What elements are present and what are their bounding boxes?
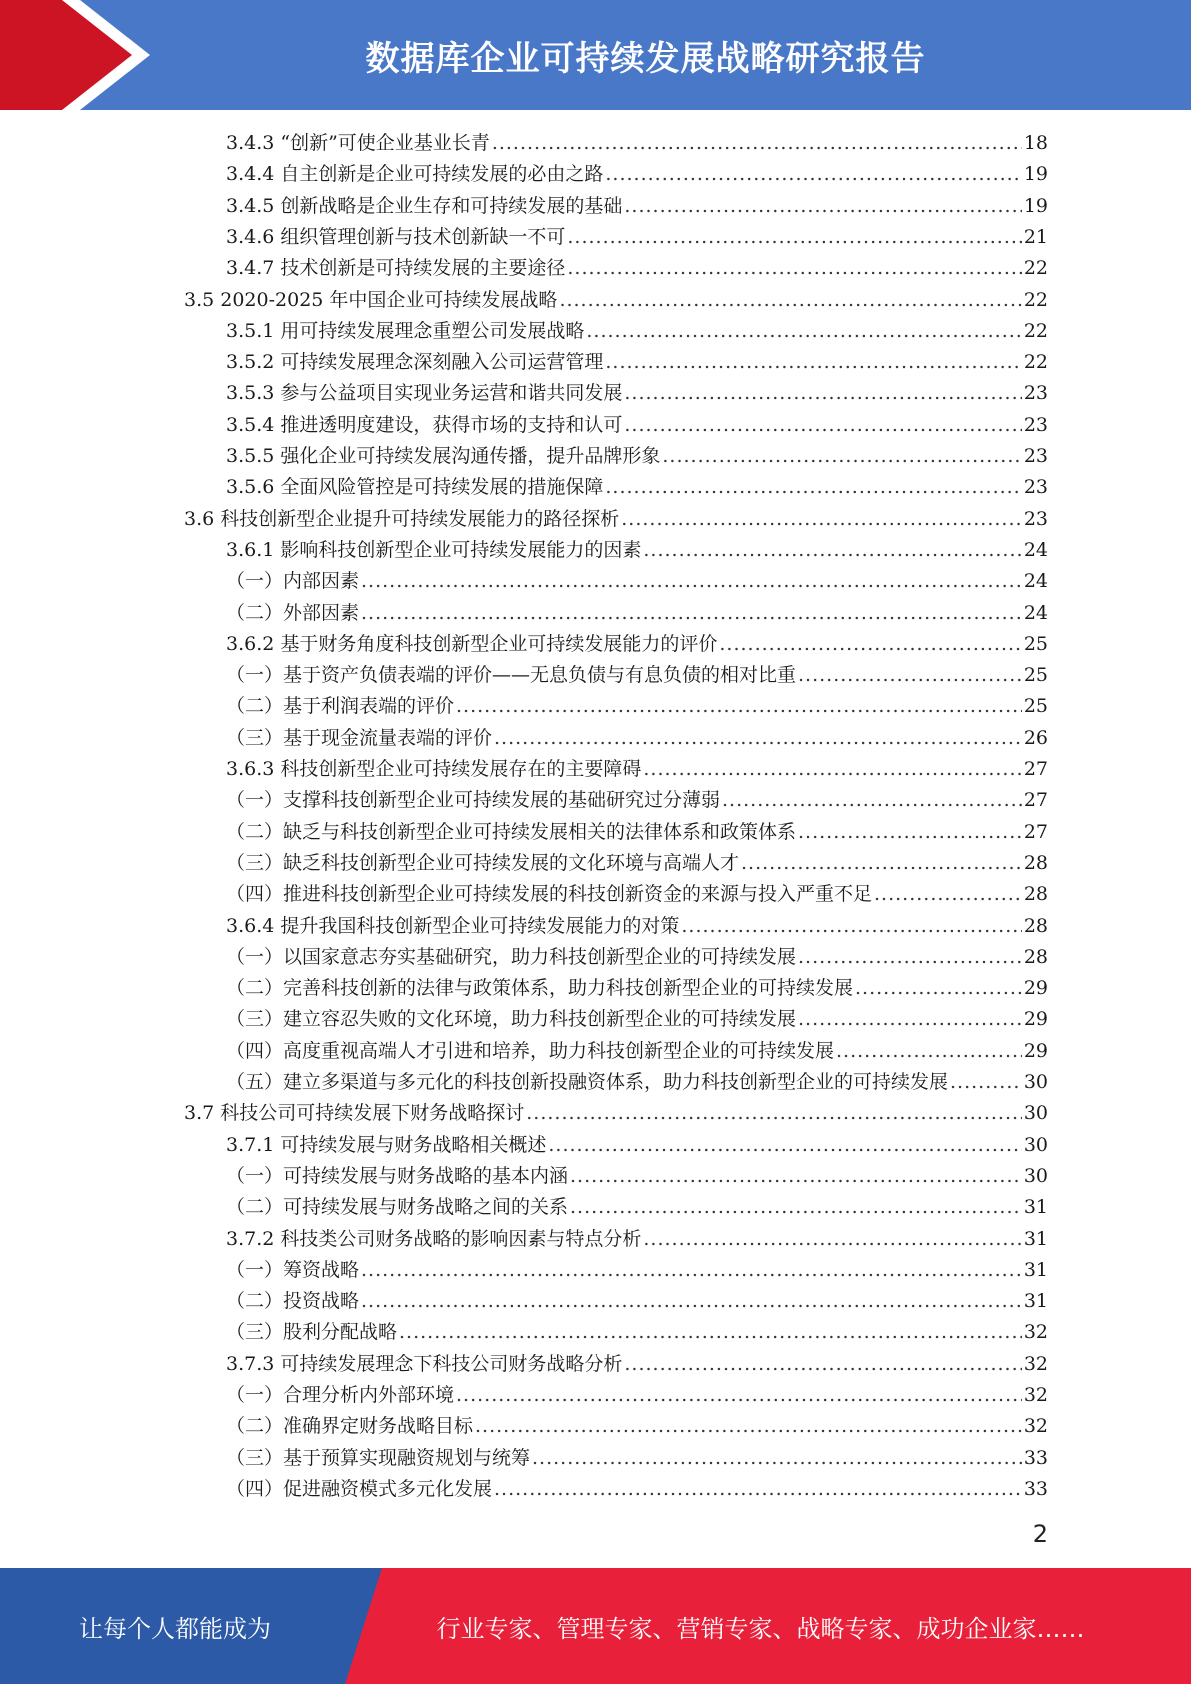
toc-dot-leader bbox=[798, 1004, 1022, 1035]
toc-entry-page: 26 bbox=[1023, 726, 1048, 749]
toc-entry-title: （二）投资战略 bbox=[226, 1290, 360, 1313]
toc-entry[interactable] bbox=[226, 754, 1048, 785]
toc-entry-title: 3.4.7 技术创新是可持续发展的主要途径 bbox=[226, 257, 566, 280]
toc-dot-leader bbox=[567, 222, 1021, 253]
toc-entry-title: （一）合理分析内外部环境 bbox=[226, 1384, 455, 1406]
toc-entry-page: 30 bbox=[1023, 1164, 1048, 1187]
toc-entry-title: （五）建立多渠道与多元化的科技创新投融资体系，助力科技创新型企业的可持续发展 bbox=[226, 1071, 949, 1093]
toc-entry[interactable] bbox=[226, 691, 1048, 722]
toc-dot-leader bbox=[798, 817, 1022, 848]
toc-entry[interactable] bbox=[184, 504, 1048, 535]
toc-dot-leader bbox=[494, 723, 1022, 754]
toc-entry[interactable] bbox=[226, 942, 1048, 973]
toc-dot-leader bbox=[798, 942, 1022, 973]
toc-entry-title: 3.4.5 创新战略是企业生存和可持续发展的基础 bbox=[226, 194, 623, 217]
toc-entry-page: 21 bbox=[1023, 225, 1048, 248]
footer-slogan-left: 让每个人都能成为 bbox=[79, 1614, 271, 1643]
toc-entry-title: （一）筹资战略 bbox=[226, 1258, 360, 1281]
toc-entry-page: 29 bbox=[1023, 977, 1048, 1000]
toc-entry[interactable] bbox=[226, 1286, 1048, 1317]
toc-entry-title: （二）基于利润表端的评价 bbox=[226, 695, 455, 718]
toc-entry[interactable] bbox=[226, 253, 1048, 284]
toc-dot-leader bbox=[361, 566, 1022, 597]
toc-entry-page: 23 bbox=[1023, 476, 1048, 499]
toc-entry-title: 3.7.2 科技类公司财务战略的影响因素与特点分析 bbox=[226, 1227, 642, 1250]
toc-entry-page: 25 bbox=[1023, 695, 1048, 718]
toc-entry-title: 3.6.1 影响科技创新型企业可持续发展能力的因素 bbox=[226, 538, 642, 561]
toc-entry-page: 28 bbox=[1023, 851, 1048, 874]
toc-dot-leader bbox=[719, 629, 1021, 660]
toc-entry-title: 3.6.4 提升我国科技创新型企业可持续发展能力的对策 bbox=[226, 914, 680, 937]
toc-entry[interactable] bbox=[226, 879, 1048, 910]
toc-entry[interactable] bbox=[226, 973, 1048, 1004]
toc-entry[interactable] bbox=[226, 1443, 1048, 1474]
toc-dot-leader bbox=[605, 472, 1021, 503]
toc-entry-page: 32 bbox=[1023, 1415, 1048, 1438]
toc-entry[interactable] bbox=[226, 1036, 1048, 1067]
toc-dot-leader bbox=[399, 1317, 1022, 1348]
toc-entry-page: 24 bbox=[1023, 601, 1048, 624]
toc-entry-page: 29 bbox=[1023, 1008, 1048, 1031]
toc-dot-leader bbox=[361, 1286, 1022, 1317]
toc-dot-leader bbox=[624, 378, 1021, 409]
toc-entry[interactable] bbox=[226, 1349, 1048, 1380]
toc-entry-page: 30 bbox=[1023, 1071, 1048, 1093]
toc-entry-title: （二）外部因素 bbox=[226, 601, 360, 624]
toc-entry-page: 23 bbox=[1023, 413, 1048, 436]
toc-dot-leader bbox=[559, 285, 1021, 316]
header-arrow-icon bbox=[0, 0, 160, 110]
toc-entry-title: 3.5.6 全面风险管控是可持续发展的措施保障 bbox=[226, 476, 604, 499]
toc-dot-leader bbox=[643, 754, 1021, 785]
toc-entry[interactable] bbox=[226, 1380, 1048, 1411]
toc-entry-page: 22 bbox=[1023, 288, 1048, 311]
toc-entry[interactable] bbox=[226, 1474, 1048, 1505]
toc-entry[interactable] bbox=[226, 598, 1048, 629]
toc-dot-leader bbox=[624, 191, 1021, 222]
page-footer bbox=[0, 1568, 1191, 1684]
toc-entry[interactable] bbox=[226, 191, 1048, 222]
toc-entry[interactable] bbox=[226, 347, 1048, 378]
toc-entry-page: 18 bbox=[1023, 132, 1048, 154]
toc-entry-title: （三）股利分配战略 bbox=[226, 1321, 398, 1344]
toc-entry-title: （一）以国家意志夯实基础研究，助力科技创新型企业的可持续发展 bbox=[226, 945, 797, 968]
toc-dot-leader bbox=[855, 973, 1022, 1004]
toc-dot-leader bbox=[662, 441, 1021, 472]
toc-dot-leader bbox=[621, 504, 1022, 535]
toc-entry-title: （二）完善科技创新的法律与政策体系，助力科技创新型企业的可持续发展 bbox=[226, 977, 854, 1000]
toc-dot-leader bbox=[624, 1349, 1021, 1380]
toc-entry[interactable] bbox=[226, 1004, 1048, 1035]
toc-entry-page: 19 bbox=[1023, 194, 1048, 217]
toc-entry-page: 28 bbox=[1023, 914, 1048, 937]
toc-entry-title: （四）推进科技创新型企业可持续发展的科技创新资金的来源与投入严重不足 bbox=[226, 883, 873, 906]
toc-dot-leader bbox=[643, 535, 1021, 566]
toc-entry[interactable] bbox=[226, 535, 1048, 566]
toc-dot-leader bbox=[361, 1255, 1022, 1286]
toc-entry-title: 3.6.2 基于财务角度科技创新型企业可持续发展能力的评价 bbox=[226, 632, 718, 655]
toc-entry-page: 27 bbox=[1023, 789, 1048, 812]
toc-entry-page: 33 bbox=[1023, 1477, 1048, 1500]
toc-dot-leader bbox=[567, 253, 1021, 284]
toc-entry-page: 24 bbox=[1023, 538, 1048, 561]
toc-dot-leader bbox=[361, 598, 1022, 629]
toc-entry-page: 32 bbox=[1023, 1352, 1048, 1375]
toc-entry[interactable] bbox=[184, 285, 1048, 316]
toc-entry-page: 27 bbox=[1023, 758, 1048, 780]
toc-entry-title: 3.4.4 自主创新是企业可持续发展的必由之路 bbox=[226, 163, 604, 186]
toc-entry-title: （一）内部因素 bbox=[226, 570, 360, 593]
toc-dot-leader bbox=[548, 1130, 1021, 1161]
toc-entry[interactable] bbox=[226, 1067, 1048, 1098]
toc-dot-leader bbox=[624, 410, 1021, 441]
toc-entry-page: 25 bbox=[1023, 664, 1048, 687]
toc-dot-leader bbox=[526, 1098, 1022, 1129]
toc-entry[interactable] bbox=[226, 848, 1048, 879]
toc-entry-page: 31 bbox=[1023, 1290, 1048, 1313]
toc-entry-page: 31 bbox=[1023, 1258, 1048, 1281]
toc-entry[interactable] bbox=[226, 1411, 1048, 1442]
toc-dot-leader bbox=[532, 1443, 1022, 1474]
toc-entry[interactable] bbox=[226, 817, 1048, 848]
toc-entry-title: （一）支撑科技创新型企业可持续发展的基础研究过分薄弱 bbox=[226, 789, 721, 812]
toc-entry[interactable] bbox=[226, 660, 1048, 691]
toc-entry[interactable] bbox=[226, 1224, 1048, 1255]
toc-entry-page: 23 bbox=[1023, 445, 1048, 467]
toc-entry[interactable] bbox=[226, 159, 1048, 190]
toc-entry-page: 25 bbox=[1023, 632, 1048, 655]
toc-entry-page: 31 bbox=[1023, 1227, 1048, 1250]
toc-entry[interactable] bbox=[226, 629, 1048, 660]
toc-entry-title: （二）缺乏与科技创新型企业可持续发展相关的法律体系和政策体系 bbox=[226, 820, 797, 843]
toc-entry[interactable] bbox=[226, 222, 1048, 253]
toc-dot-leader bbox=[492, 128, 1022, 159]
toc-dot-leader bbox=[605, 347, 1021, 378]
toc-entry-title: （三）建立容忍失败的文化环境，助力科技创新型企业的可持续发展 bbox=[226, 1008, 797, 1031]
toc-entry-page: 30 bbox=[1023, 1133, 1048, 1156]
toc-entry-title: （二）可持续发展与财务战略之间的关系 bbox=[226, 1196, 569, 1219]
toc-dot-leader bbox=[950, 1067, 1022, 1098]
toc-entry[interactable] bbox=[184, 1098, 1048, 1129]
toc-entry-page: 32 bbox=[1023, 1321, 1048, 1344]
toc-dot-leader bbox=[570, 1192, 1022, 1223]
toc-dot-leader bbox=[456, 691, 1022, 722]
toc-entry[interactable] bbox=[226, 911, 1048, 942]
toc-entry[interactable] bbox=[226, 566, 1048, 597]
toc-entry-title: （三）缺乏科技创新型企业可持续发展的文化环境与高端人才 bbox=[226, 851, 740, 874]
toc-entry-title: 3.5.2 可持续发展理念深刻融入公司运营管理 bbox=[226, 351, 604, 374]
toc-entry-page: 23 bbox=[1023, 382, 1048, 405]
toc-entry[interactable] bbox=[226, 785, 1048, 816]
toc-entry[interactable] bbox=[226, 1192, 1048, 1223]
toc-dot-leader bbox=[570, 1161, 1022, 1192]
toc-dot-leader bbox=[798, 660, 1022, 691]
toc-entry-page: 31 bbox=[1023, 1196, 1048, 1219]
footer-slogan-right: 行业专家、管理专家、营销专家、战略专家、成功企业家…… bbox=[436, 1614, 1085, 1643]
toc-entry-title: （二）准确界定财务战略目标 bbox=[226, 1415, 474, 1438]
toc-entry-page: 19 bbox=[1023, 163, 1048, 186]
toc-entry[interactable] bbox=[226, 1161, 1048, 1192]
toc-entry[interactable] bbox=[226, 472, 1048, 503]
toc-dot-leader bbox=[494, 1474, 1022, 1505]
toc-dot-leader bbox=[722, 785, 1022, 816]
toc-entry-page: 22 bbox=[1023, 351, 1048, 374]
toc-entry-title: 3.5.3 参与公益项目实现业务运营和谐共同发展 bbox=[226, 382, 623, 405]
toc-entry-title: （三）基于现金流量表端的评价 bbox=[226, 726, 493, 749]
toc-entry-page: 24 bbox=[1023, 570, 1048, 593]
toc-entry[interactable] bbox=[226, 316, 1048, 347]
toc-dot-leader bbox=[874, 879, 1022, 910]
toc-entry-page: 22 bbox=[1023, 319, 1048, 342]
toc-dot-leader bbox=[605, 159, 1021, 190]
toc-dot-leader bbox=[475, 1411, 1022, 1442]
toc-dot-leader bbox=[836, 1036, 1022, 1067]
toc-entry-title: 3.6.3 科技创新型企业可持续发展存在的主要障碍 bbox=[226, 758, 642, 780]
toc-entry[interactable] bbox=[226, 1255, 1048, 1286]
toc-entry-title: 3.6 科技创新型企业提升可持续发展能力的路径探析 bbox=[184, 507, 620, 530]
toc-entry-title: （三）基于预算实现融资规划与统筹 bbox=[226, 1446, 531, 1469]
toc-dot-leader bbox=[456, 1380, 1022, 1411]
toc-entry-title: （一）基于资产负债表端的评价——无息负债与有息负债的相对比重 bbox=[226, 664, 797, 687]
toc-entry[interactable] bbox=[226, 441, 1048, 472]
toc-dot-leader bbox=[681, 911, 1021, 942]
toc-entry-page: 22 bbox=[1023, 257, 1048, 280]
toc-entry[interactable] bbox=[226, 378, 1048, 409]
toc-entry-title: 3.5.1 用可持续发展理念重塑公司发展战略 bbox=[226, 319, 585, 342]
toc-dot-leader bbox=[741, 848, 1022, 879]
toc-entry-page: 28 bbox=[1023, 883, 1048, 906]
page-header bbox=[0, 0, 1191, 110]
toc-entry-title: 3.7 科技公司可持续发展下财务战略探讨 bbox=[184, 1102, 525, 1125]
toc-entry-title: 3.5 2020-2025 年中国企业可持续发展战略 bbox=[184, 288, 558, 311]
toc-entry-title: 3.7.1 可持续发展与财务战略相关概述 bbox=[226, 1133, 547, 1156]
page-number: 2 bbox=[1032, 1520, 1048, 1548]
toc-entry-page: 33 bbox=[1023, 1446, 1048, 1469]
toc-entry[interactable] bbox=[226, 128, 1048, 159]
toc-dot-leader bbox=[643, 1224, 1021, 1255]
toc-entry[interactable] bbox=[226, 1130, 1048, 1161]
toc-entry[interactable] bbox=[226, 1317, 1048, 1348]
toc-entry-page: 30 bbox=[1023, 1102, 1048, 1125]
toc-entry[interactable] bbox=[226, 723, 1048, 754]
toc-entry-title: 3.5.4 推进透明度建设，获得市场的支持和认可 bbox=[226, 413, 623, 436]
toc-entry-title: 3.5.5 强化企业可持续发展沟通传播，提升品牌形象 bbox=[226, 445, 661, 467]
report-title: 数据库企业可持续发展战略研究报告 bbox=[365, 38, 926, 79]
toc-entry-title: （一）可持续发展与财务战略的基本内涵 bbox=[226, 1164, 569, 1187]
toc-dot-leader bbox=[586, 316, 1021, 347]
toc-entry[interactable] bbox=[226, 410, 1048, 441]
toc-entry-title: 3.4.6 组织管理创新与技术创新缺一不可 bbox=[226, 225, 566, 248]
toc-entry-page: 28 bbox=[1023, 945, 1048, 968]
toc-entry-title: 3.7.3 可持续发展理念下科技公司财务战略分析 bbox=[226, 1352, 623, 1375]
toc-entry-page: 23 bbox=[1023, 507, 1048, 530]
toc-entry-page: 27 bbox=[1023, 820, 1048, 843]
toc-entry-title: （四）高度重视高端人才引进和培养，助力科技创新型企业的可持续发展 bbox=[226, 1039, 835, 1062]
toc-entry-title: 3.4.3 “创新”可使企业基业长青 bbox=[226, 132, 490, 154]
toc-entry-page: 29 bbox=[1023, 1039, 1048, 1062]
toc-entry-page: 32 bbox=[1023, 1384, 1048, 1406]
toc-entry-title: （四）促进融资模式多元化发展 bbox=[226, 1477, 493, 1500]
